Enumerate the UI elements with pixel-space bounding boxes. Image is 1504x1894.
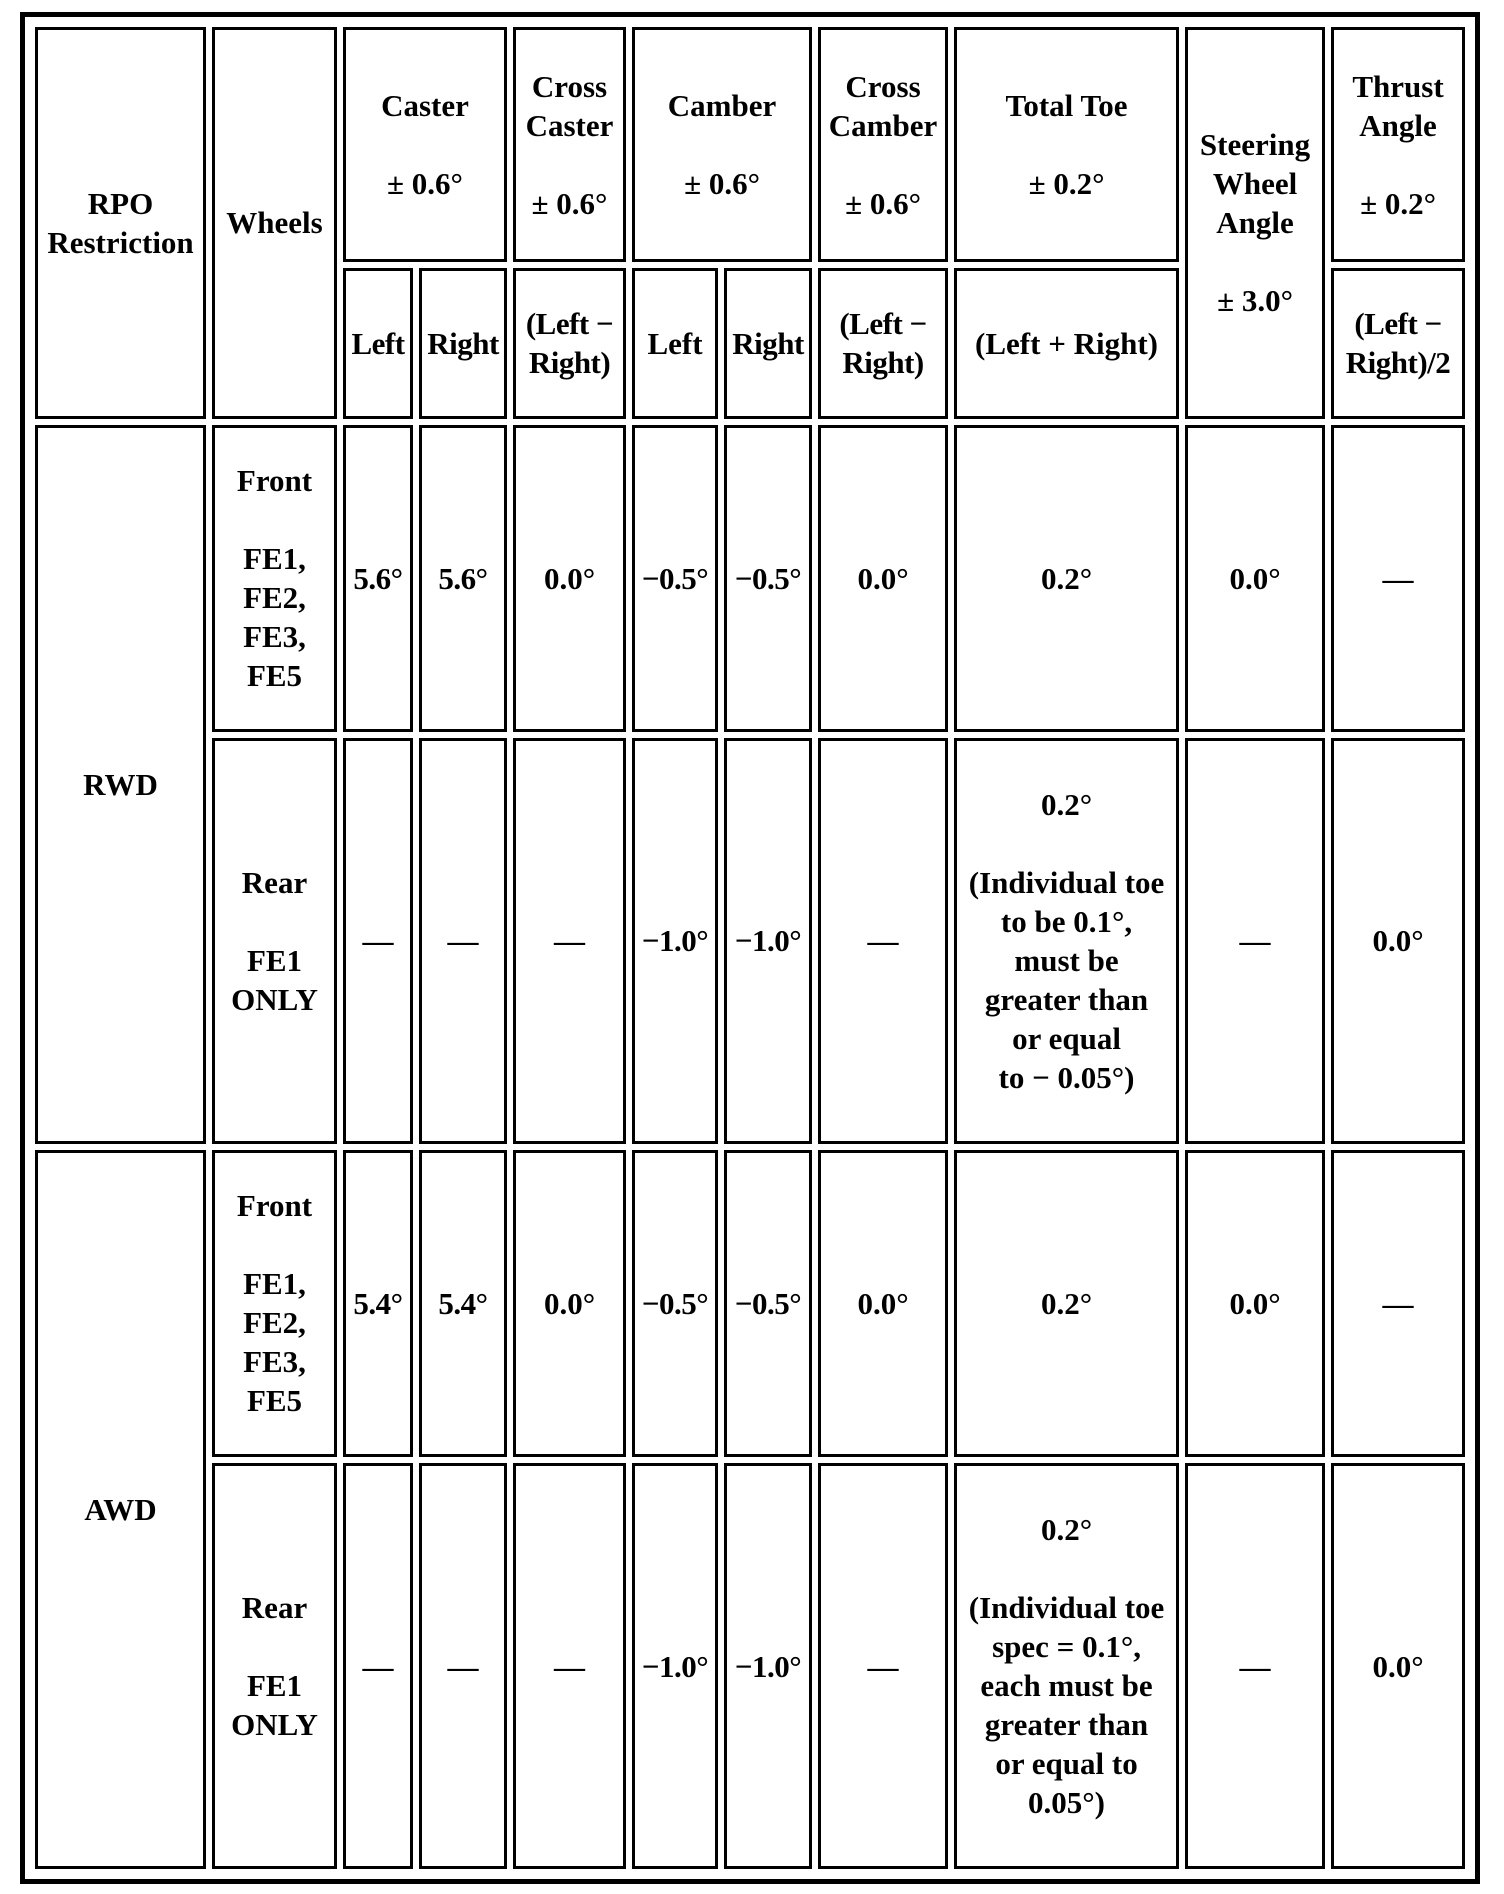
awd-rear-camber-left: −1.0° [632, 1463, 718, 1869]
rwd-rear-wheels: Rear FE1 ONLY [212, 738, 337, 1144]
rwd-rear-cross-camber: — [818, 738, 948, 1144]
rwd-front-wheels: Front FE1, FE2, FE3, FE5 [212, 425, 337, 732]
header-camber: Camber ± 0.6° [632, 27, 812, 262]
awd-front-camber-right: −0.5° [724, 1150, 812, 1457]
header-camber-left: Left [632, 268, 718, 419]
awd-front-thrust-angle: — [1331, 1150, 1465, 1457]
header-cross-caster: Cross Caster ± 0.6° [513, 27, 626, 262]
header-rpo-restriction: RPO Restriction [35, 27, 206, 419]
header-steering-wheel-angle: Steering Wheel Angle ± 3.0° [1185, 27, 1325, 419]
awd-rear-thrust-angle: 0.0° [1331, 1463, 1465, 1869]
awd-rear-wheels: Rear FE1 ONLY [212, 1463, 337, 1869]
awd-front-caster-right: 5.4° [419, 1150, 507, 1457]
header-thrust-angle-sub: (Left − Right)/2 [1331, 268, 1465, 419]
awd-rear-caster-left: — [343, 1463, 413, 1869]
rwd-front-total-toe: 0.2° [954, 425, 1179, 732]
rwd-rear-caster-right: — [419, 738, 507, 1144]
table-row-awd-front [35, 1150, 1465, 1457]
header-thrust-angle: Thrust Angle ± 0.2° [1331, 27, 1465, 262]
awd-rear-total-toe: 0.2° (Individual toe spec = 0.1°, each must be greater than or equal to 0.05°) [954, 1463, 1179, 1869]
header-cross-camber: Cross Camber ± 0.6° [818, 27, 948, 262]
header-camber-right: Right [724, 268, 812, 419]
header-caster: Caster ± 0.6° [343, 27, 507, 262]
header-row-top [35, 27, 1465, 262]
rwd-restriction: RWD [35, 425, 206, 1144]
awd-front-camber-left: −0.5° [632, 1150, 718, 1457]
rwd-front-caster-left: 5.6° [343, 425, 413, 732]
header-total-toe: Total Toe ± 0.2° [954, 27, 1179, 262]
awd-rear-cross-camber: — [818, 1463, 948, 1869]
rwd-front-steering-wheel-angle: 0.0° [1185, 425, 1325, 732]
rwd-front-cross-camber: 0.0° [818, 425, 948, 732]
rwd-front-camber-left: −0.5° [632, 425, 718, 732]
rwd-rear-total-toe: 0.2° (Individual toe to be 0.1°, must be greater than or equal to − 0.05°) [954, 738, 1179, 1144]
rwd-front-camber-right: −0.5° [724, 425, 812, 732]
header-caster-left: Left [343, 268, 413, 419]
rwd-rear-camber-right: −1.0° [724, 738, 812, 1144]
awd-front-caster-left: 5.4° [343, 1150, 413, 1457]
alignment-spec-table-frame [20, 12, 1480, 1884]
rwd-front-thrust-angle: — [1331, 425, 1465, 732]
rwd-front-cross-caster: 0.0° [513, 425, 626, 732]
alignment-spec-table [29, 21, 1471, 1875]
header-cross-camber-sub: (Left − Right) [818, 268, 948, 419]
awd-front-cross-camber: 0.0° [818, 1150, 948, 1457]
awd-restriction: AWD [35, 1150, 206, 1869]
rwd-rear-steering-wheel-angle: — [1185, 738, 1325, 1144]
table-row-awd-rear [35, 1463, 1465, 1869]
rwd-rear-caster-left: — [343, 738, 413, 1144]
awd-rear-camber-right: −1.0° [724, 1463, 812, 1869]
rwd-rear-camber-left: −1.0° [632, 738, 718, 1144]
awd-front-steering-wheel-angle: 0.0° [1185, 1150, 1325, 1457]
table-row-rwd-front [35, 425, 1465, 732]
table-row-rwd-rear [35, 738, 1465, 1144]
awd-front-total-toe: 0.2° [954, 1150, 1179, 1457]
header-cross-caster-sub: (Left − Right) [513, 268, 626, 419]
awd-rear-caster-right: — [419, 1463, 507, 1869]
awd-front-wheels: Front FE1, FE2, FE3, FE5 [212, 1150, 337, 1457]
header-wheels: Wheels [212, 27, 337, 419]
rwd-rear-cross-caster: — [513, 738, 626, 1144]
header-total-toe-sub: (Left + Right) [954, 268, 1179, 419]
rwd-rear-thrust-angle: 0.0° [1331, 738, 1465, 1144]
header-caster-right: Right [419, 268, 507, 419]
awd-rear-steering-wheel-angle: — [1185, 1463, 1325, 1869]
rwd-front-caster-right: 5.6° [419, 425, 507, 732]
awd-rear-cross-caster: — [513, 1463, 626, 1869]
awd-front-cross-caster: 0.0° [513, 1150, 626, 1457]
